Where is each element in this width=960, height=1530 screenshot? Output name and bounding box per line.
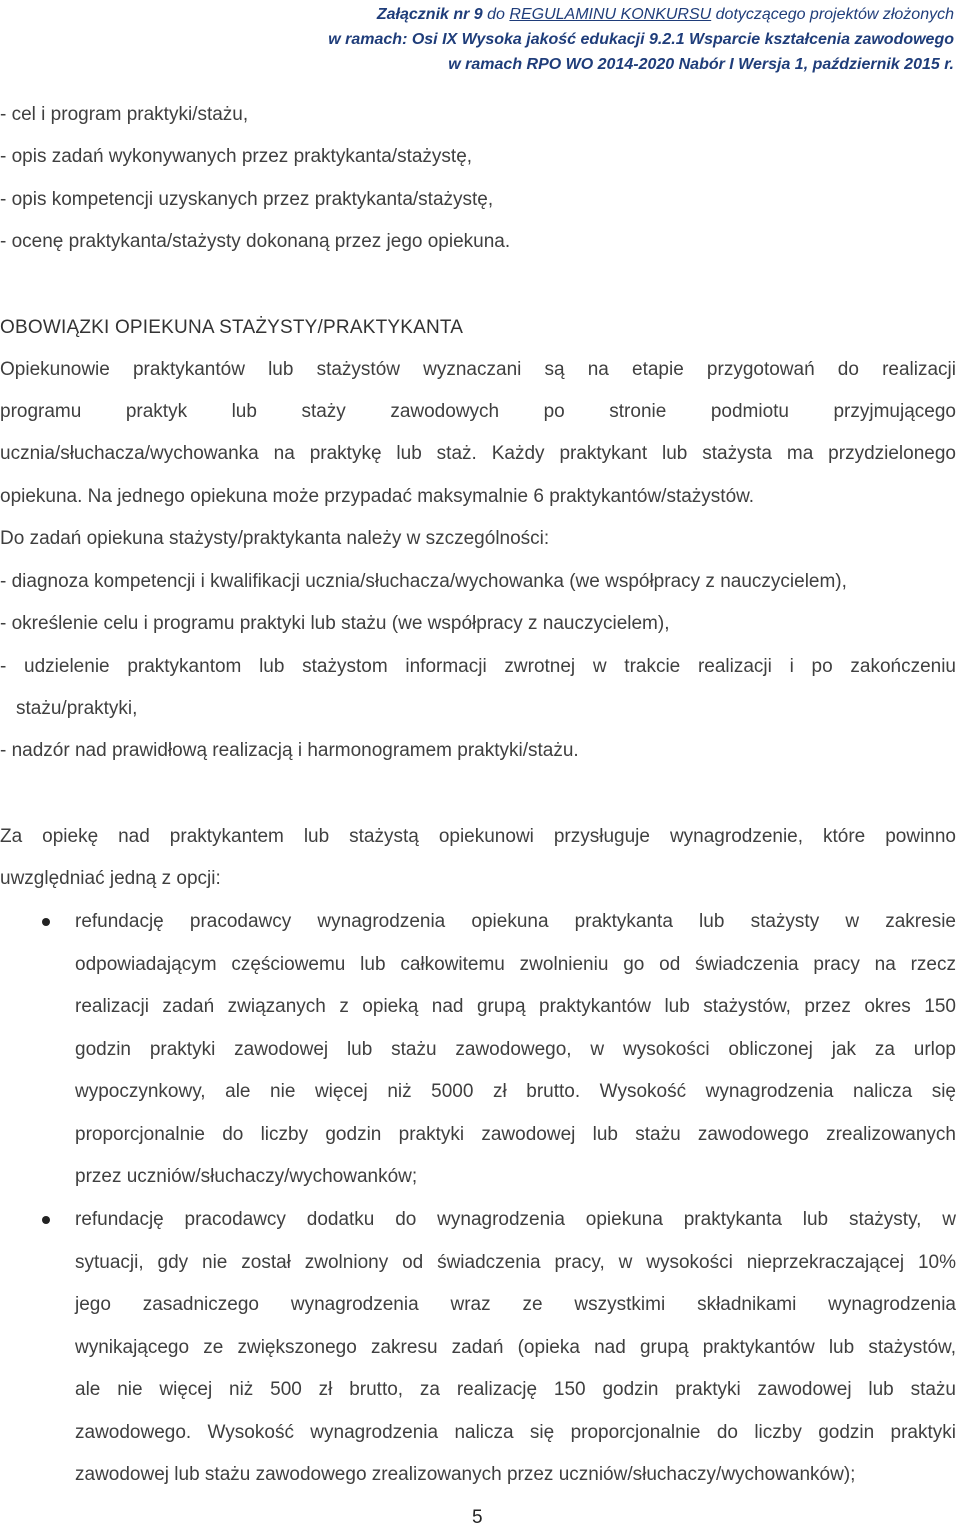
bullet-icon xyxy=(42,1216,50,1224)
document-header xyxy=(328,2,954,77)
bullet-line: proporcjonalnie do liczby godzin praktyki zawodowej lub stażu zawodowego zrealizowanych xyxy=(75,1124,956,1145)
bullet-line: godzin praktyki zawodowej lub stażu zawodowego, w wysokości obliczonej jak za urlop xyxy=(75,1039,956,1060)
intro-list-item: - cel i program praktyki/stażu, xyxy=(0,104,249,125)
header-line-1 xyxy=(328,2,954,27)
duty-item: - udzielenie praktykantom lub stażystom informacji zwrotnej w trakcie realizacji i po zakończeniu xyxy=(0,656,956,677)
duty-item-continuation: stażu/praktyki, xyxy=(16,698,138,719)
header-text: 1 Wsparcie kształcenia zawodowego xyxy=(675,31,954,48)
paragraph-line: opiekuna. Na jednego opiekuna może przypadać maksymalnie 6 praktykantów/stażystów. xyxy=(0,486,755,507)
section-heading: OBOWIĄZKI OPIEKUNA STAŻYSTY/PRAKTYKANTA xyxy=(0,317,464,338)
paragraph-line: programu praktyk lub staży zawodowych po stronie podmiotu przyjmującego xyxy=(0,401,956,422)
bullet-icon xyxy=(42,918,50,926)
intro-list-item: - ocenę praktykanta/stażysty dokonaną przez jego opiekuna. xyxy=(0,231,511,252)
bullet-line: jego zasadniczego wynagrodzenia wraz ze wszystkimi składnikami wynagrodzenia xyxy=(75,1294,956,1315)
bullet-line: zawodowego. Wysokość wynagrodzenia nalicza się proporcjonalnie do liczby godzin praktyki xyxy=(75,1422,956,1443)
bullet-line: przez uczniów/słuchaczy/wychowanków; xyxy=(75,1166,418,1187)
duties-intro: Do zadań opiekuna stażysty/praktykanta należy w szczególności: xyxy=(0,528,550,549)
header-text: dotyczącego projektów złożonych xyxy=(711,6,954,23)
bullet-line: refundację pracodawcy dodatku do wynagrodzenia opiekuna praktykanta lub stażysty, w xyxy=(75,1209,956,1230)
intro-list-item: - opis zadań wykonywanych przez praktykanta/stażystę, xyxy=(0,146,473,167)
bullet-line: realizacji zadań związanych z opieką nad grupą praktykantów lub stażystów, przez okres 150 xyxy=(75,996,956,1017)
paragraph-line: ucznia/słuchacza/wychowanka na praktykę lub staż. Każdy praktykant lub stażysta ma przydzielonego xyxy=(0,443,956,464)
paragraph-line: Za opiekę nad praktykantem lub stażystą opiekunowi przysługuje wynagrodzenie, które powinno xyxy=(0,826,956,847)
paragraph-line: uwzględniać jedną z opcji: xyxy=(0,868,221,889)
duty-item: - nadzór nad prawidłową realizacją i harmonogramem praktyki/stażu. xyxy=(0,740,579,761)
bullet-line: odpowiadającym częściowemu lub całkowitemu zwolnieniu go od świadczenia pracy na rzecz xyxy=(75,954,956,975)
paragraph-line: Opiekunowie praktykantów lub stażystów wyznaczani są na etapie przygotowań do realizacji xyxy=(0,359,956,380)
header-connector: do xyxy=(482,6,510,23)
header-text: w ramach: Osi IX Wysoka jakość edukacji 9.2. xyxy=(328,31,676,48)
bullet-line: wynikającego ze zwiększonego zakresu zadań (opieka nad grupą praktykantów lub stażystów, xyxy=(75,1337,956,1358)
bullet-line: ale nie więcej niż 500 zł brutto, za realizację 150 godzin praktyki zawodowej lub stażu xyxy=(75,1379,956,1400)
bullet-line: zawodowej lub stażu zawodowego zrealizowanych przez uczniów/słuchaczy/wychowanków); xyxy=(75,1464,856,1485)
page-number: 5 xyxy=(472,1507,483,1528)
intro-list-item: - opis kompetencji uzyskanych przez praktykanta/stażystę, xyxy=(0,189,494,210)
header-line-3: w ramach RPO WO 2014-2020 Nabór I Wersja 1, październik 2015 r. xyxy=(448,56,954,73)
duty-item: - określenie celu i programu praktyki lub stażu (we współpracy z nauczycielem), xyxy=(0,613,670,634)
bullet-line: sytuacji, gdy nie został zwolniony od świadczenia pracy, w wysokości nieprzekraczającej 10% xyxy=(75,1252,956,1273)
duty-item: - diagnoza kompetencji i kwalifikacji ucznia/słuchacza/wychowanka (we współpracy z nauczycielem), xyxy=(0,571,847,592)
bullet-line: refundację pracodawcy wynagrodzenia opiekuna praktykanta lub stażysty w zakresie xyxy=(75,911,956,932)
header-line-2 xyxy=(328,27,954,52)
annex-label: Załącznik nr 9 xyxy=(376,6,483,23)
regulation-link[interactable]: REGULAMINU KONKURSU xyxy=(509,6,712,23)
bullet-line: wypoczynkowy, ale nie więcej niż 5000 zł brutto. Wysokość wynagrodzenia nalicza się xyxy=(75,1081,956,1102)
